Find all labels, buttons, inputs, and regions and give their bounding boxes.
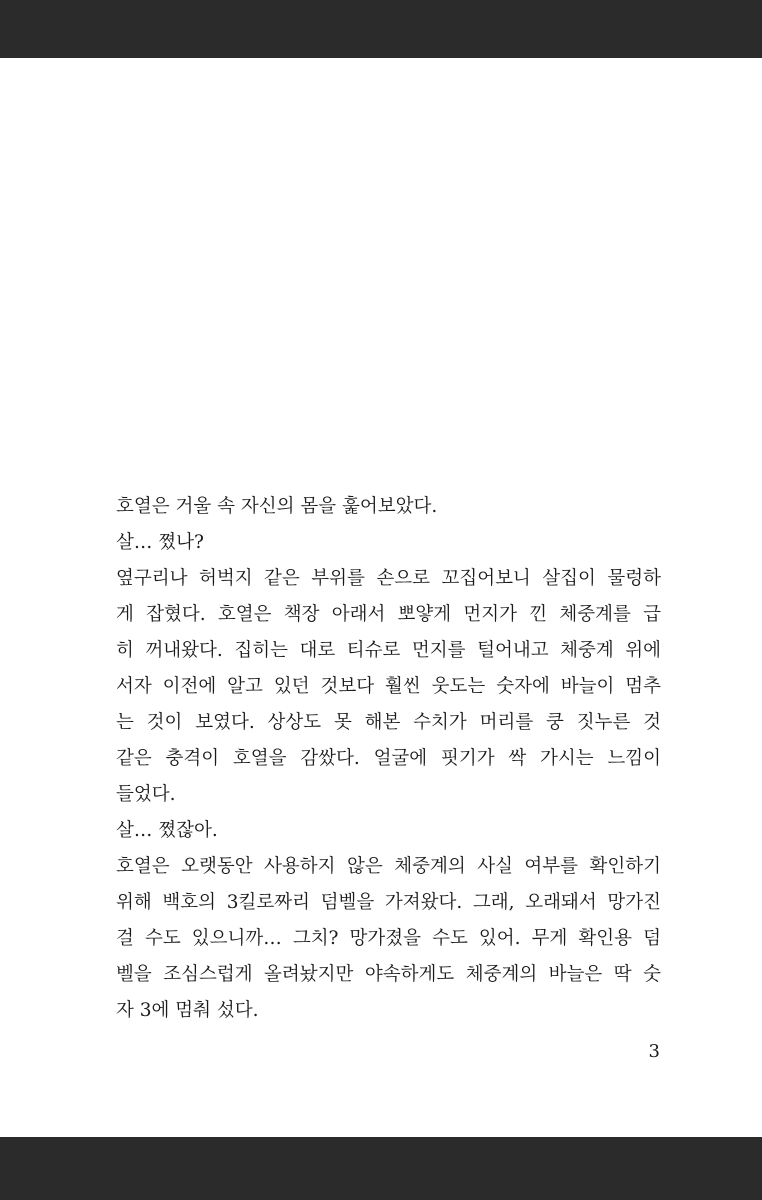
text-line: 위해 백호의 3킬로짜리 덤벨을 가져왔다. 그래, 오래돼서 망가진 [116,892,661,913]
text-line: 히 꺼내왔다. 집히는 대로 티슈로 먼지를 털어내고 체중계 위에 [116,640,661,661]
text-line: 벨을 조심스럽게 올려놨지만 야속하게도 체중계의 바늘은 딱 숫 [116,964,661,985]
text-line: 서자 이전에 알고 있던 것보다 훨씬 웃도는 숫자에 바늘이 멈추 [116,676,661,697]
text-line: 들었다. [116,784,176,805]
text-line: 살… 쪘나? [116,532,204,553]
text-line: 살… 쪘잖아. [116,820,218,841]
page-text [116,489,661,1029]
text-line: 걸 수도 있으니까… 그치? 망가졌을 수도 있어. 무게 확인용 덤 [116,928,661,949]
bottom-toolbar [0,1137,762,1200]
text-line: 는 것이 보였다. 상상도 못 해본 수치가 머리를 쿵 짓누른 것 [116,712,661,733]
text-line: 게 잡혔다. 호열은 책장 아래서 뽀얗게 먼지가 낀 체중계를 급 [116,604,661,625]
text-line: 같은 충격이 호열을 감쌌다. 얼굴에 핏기가 싹 가시는 느낌이 [116,748,661,769]
text-line: 자 3에 멈춰 섰다. [116,1000,259,1021]
text-line: 옆구리나 허벅지 같은 부위를 손으로 꼬집어보니 살집이 물렁하 [116,568,661,589]
page-number: 3 [648,1041,660,1062]
top-toolbar [0,0,762,58]
text-line: 호열은 거울 속 자신의 몸을 훑어보았다. [116,496,438,517]
text-line: 호열은 오랫동안 사용하지 않은 체중계의 사실 여부를 확인하기 [116,856,661,877]
